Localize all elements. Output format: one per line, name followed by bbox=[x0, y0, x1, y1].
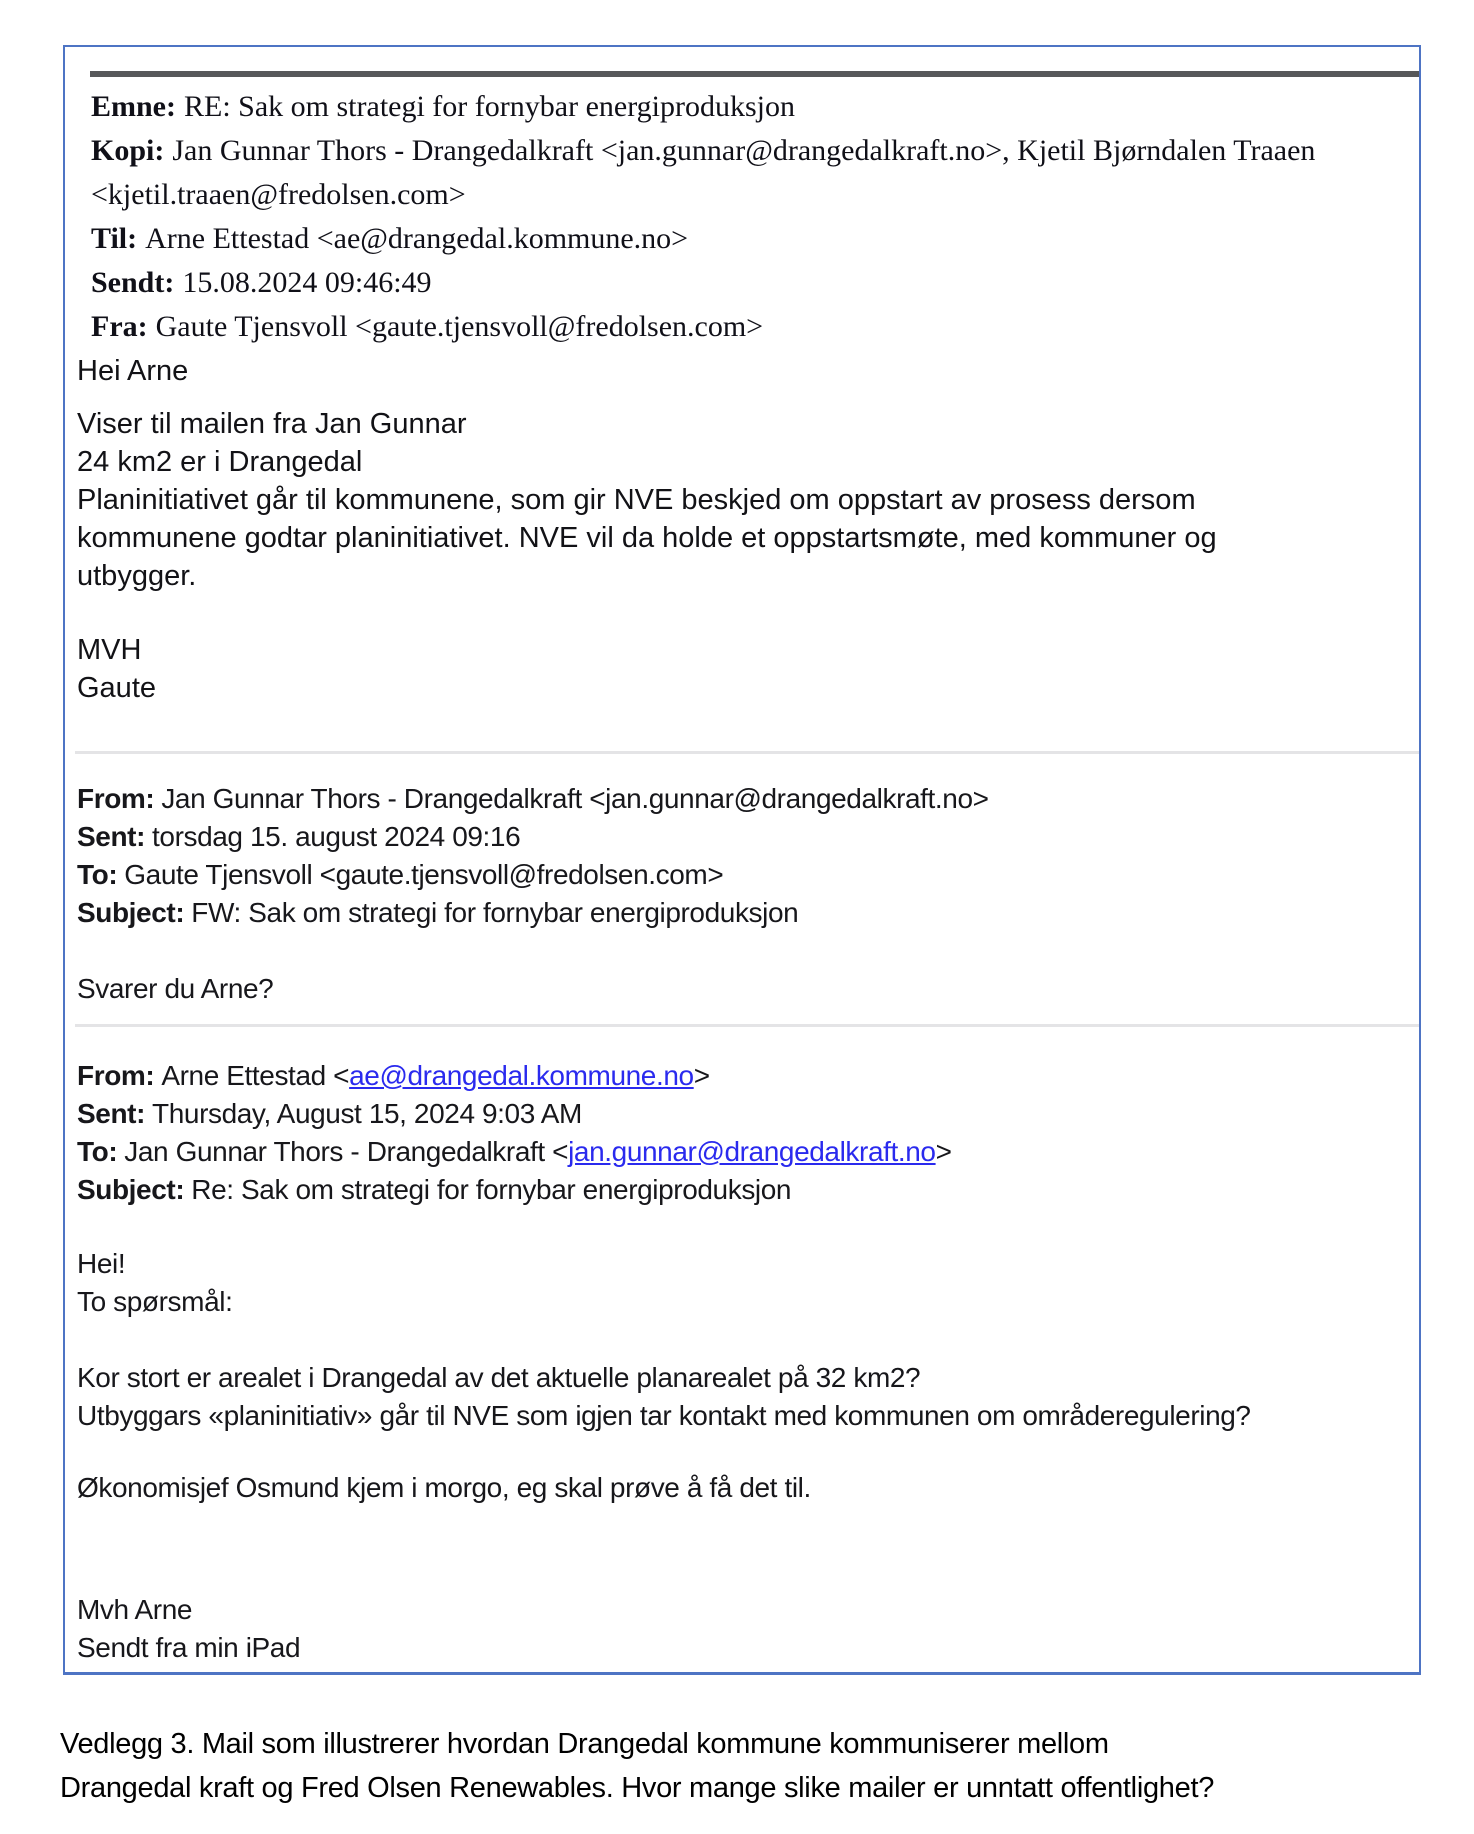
email2-to-row bbox=[77, 856, 1405, 894]
email3-to-post: > bbox=[935, 1136, 952, 1167]
email3-body-line3: Økonomisjef Osmund kjem i morgo, eg skal prøve å få det til. bbox=[77, 1472, 811, 1503]
email3-sent-row bbox=[77, 1095, 1405, 1133]
email3-from-address-link[interactable]: ae@drangedal.kommune.no bbox=[349, 1060, 694, 1091]
divider-email2 bbox=[75, 751, 1419, 754]
email3-signoff-line2: Sendt fra min iPad bbox=[77, 1632, 301, 1663]
header-value-fra: Gaute Tjensvoll <gaute.tjensvoll@fredolsen.com> bbox=[155, 310, 764, 343]
email1-greeting: Hei Arne bbox=[77, 355, 189, 387]
email1-signoff-line1: MVH bbox=[77, 634, 142, 666]
email3-questions bbox=[77, 1359, 1405, 1435]
email1-header-row-sendt bbox=[91, 261, 1341, 305]
email3-sent-label: Sent: bbox=[77, 1098, 146, 1129]
email2-sent-row bbox=[77, 818, 1405, 856]
header-label-emne: Emne: bbox=[91, 90, 176, 123]
email2-from-label: From: bbox=[77, 783, 155, 814]
email3-from-post: > bbox=[693, 1060, 710, 1091]
email2-from-row bbox=[77, 780, 1405, 818]
email3-from-pre: Arne Ettestad < bbox=[161, 1060, 350, 1091]
email1-body-line2: 24 km2 er i Drangedal bbox=[77, 446, 363, 478]
header-label-fra: Fra: bbox=[91, 310, 148, 343]
email3-sent-value: Thursday, August 15, 2024 9:03 AM bbox=[152, 1098, 582, 1129]
email1-body bbox=[77, 405, 1327, 595]
email-box bbox=[63, 45, 1421, 1675]
email2-subject-label: Subject: bbox=[77, 897, 185, 928]
divider-email3 bbox=[75, 1024, 1419, 1027]
email3-from-row bbox=[77, 1057, 1405, 1095]
header-value-emne: RE: Sak om strategi for fornybar energiproduksjon bbox=[184, 90, 795, 123]
email1-header-row-kopi bbox=[91, 129, 1341, 217]
header-value-kopi: Jan Gunnar Thors - Drangedalkraft <jan.gunnar@drangedalkraft.no>, Kjetil Bjørndalen Traaen <kjetil.traaen@fredolsen.com> bbox=[91, 134, 1316, 211]
email3-subject-row bbox=[77, 1171, 1405, 1209]
email3-signoff bbox=[77, 1591, 1405, 1667]
email2-from-value: Jan Gunnar Thors - Drangedalkraft <jan.gunnar@drangedalkraft.no> bbox=[161, 783, 989, 814]
figure-caption bbox=[60, 1722, 1440, 1810]
email1-signoff bbox=[77, 631, 1405, 707]
top-thick-rule bbox=[90, 71, 1419, 77]
email1-body-line1: Viser til mailen fra Jan Gunnar bbox=[77, 408, 467, 440]
email3-body-line2: To spørsmål: bbox=[77, 1286, 233, 1317]
email3-subject-label: Subject: bbox=[77, 1174, 185, 1205]
email1-header-row-fra bbox=[91, 305, 1341, 349]
email2-header bbox=[77, 780, 1405, 932]
email3-body-intro bbox=[77, 1245, 1405, 1321]
email1-header-row-til bbox=[91, 217, 1341, 261]
email1-header bbox=[91, 85, 1341, 349]
email3-to-label: To: bbox=[77, 1136, 118, 1167]
email3-from-label: From: bbox=[77, 1060, 155, 1091]
header-value-til: Arne Ettestad <ae@drangedal.kommune.no> bbox=[145, 222, 689, 255]
email3-to-row bbox=[77, 1133, 1405, 1171]
email2-sent-label: Sent: bbox=[77, 821, 146, 852]
email3-to-pre: Jan Gunnar Thors - Drangedalkraft < bbox=[124, 1136, 569, 1167]
email3-header bbox=[77, 1057, 1405, 1209]
header-label-til: Til: bbox=[91, 222, 138, 255]
email3-question2: Utbyggars «planinitiativ» går til NVE som igjen tar kontakt med kommunen om områderegulering? bbox=[77, 1400, 1251, 1431]
header-label-sendt: Sendt: bbox=[91, 266, 175, 299]
email3-body-line1: Hei! bbox=[77, 1248, 126, 1279]
email3-to-address-link[interactable]: jan.gunnar@drangedalkraft.no bbox=[568, 1136, 936, 1167]
figure-caption-line1: Vedlegg 3. Mail som illustrerer hvordan Drangedal kommune kommuniserer mellom bbox=[60, 1728, 1109, 1760]
email1-signoff-line2: Gaute bbox=[77, 672, 156, 704]
email3-question1: Kor stort er arealet i Drangedal av det aktuelle planarealet på 32 km2? bbox=[77, 1362, 921, 1393]
email2-body: Svarer du Arne? bbox=[77, 973, 274, 1004]
email2-subject-row bbox=[77, 894, 1405, 932]
email3-subject-value: Re: Sak om strategi for fornybar energiproduksjon bbox=[191, 1174, 792, 1205]
email1-header-row-emne bbox=[91, 85, 1341, 129]
header-label-kopi: Kopi: bbox=[91, 134, 165, 167]
email3-signoff-line1: Mvh Arne bbox=[77, 1594, 193, 1625]
email2-sent-value: torsdag 15. august 2024 09:16 bbox=[152, 821, 521, 852]
header-value-sendt: 15.08.2024 09:46:49 bbox=[182, 266, 432, 299]
email1-body-paragraph: Planinitiativet går til kommunene, som gir NVE beskjed om oppstart av prosess dersom kommunene godtar planinitiativet. NVE vil da holde et oppstartsmøte, med kommuner og utbygger. bbox=[77, 484, 1217, 592]
email2-subject-value: FW: Sak om strategi for fornybar energiproduksjon bbox=[191, 897, 799, 928]
email2-to-label: To: bbox=[77, 859, 118, 890]
email2-to-value: Gaute Tjensvoll <gaute.tjensvoll@fredolsen.com> bbox=[124, 859, 724, 890]
figure-caption-line2: Drangedal kraft og Fred Olsen Renewables. Hvor mange slike mailer er unntatt offentlighet? bbox=[60, 1772, 1215, 1804]
